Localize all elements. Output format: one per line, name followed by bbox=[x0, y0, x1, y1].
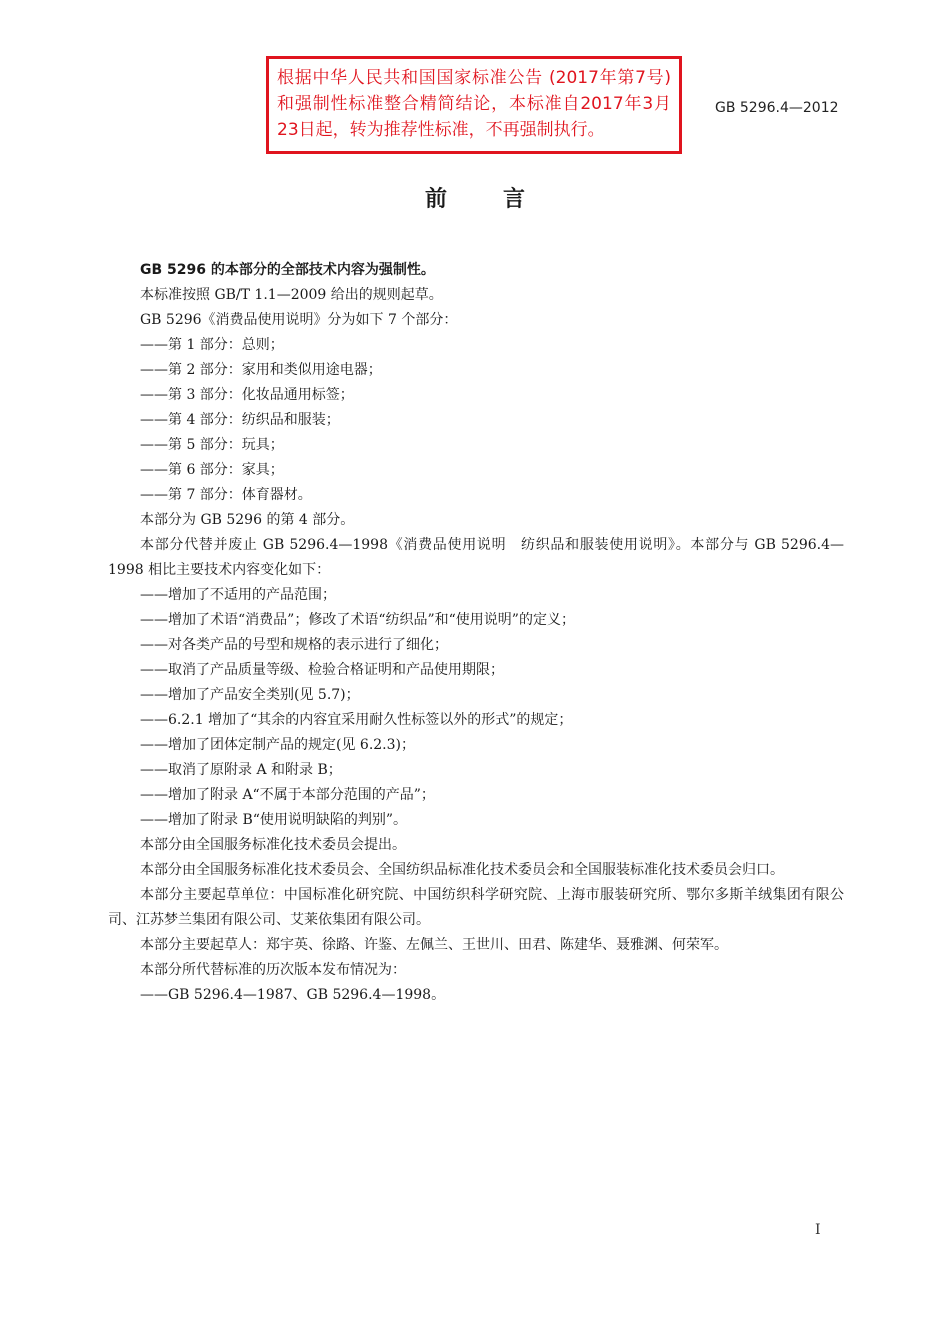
paragraph: 本部分代替并废止 GB 5296.4—1998《消费品使用说明 纺织品和服装使用说明》。本部分与 GB 5296.4—1998 相比主要技术内容变化如下： bbox=[108, 537, 844, 578]
list-item: ——第 2 部分：家用和类似用途电器； bbox=[140, 362, 382, 378]
page-number: I bbox=[815, 1222, 821, 1238]
list-item: ——增加了术语“消费品”；修改了术语“纺织品”和“使用说明”的定义； bbox=[140, 612, 575, 628]
page-title: 前言 bbox=[424, 187, 581, 212]
paragraph: 本部分由全国服务标准化技术委员会提出。 bbox=[140, 837, 406, 853]
paragraph: 本部分为 GB 5296 的第 4 部分。 bbox=[140, 512, 355, 528]
list-item: ——对各类产品的号型和规格的表示进行了细化； bbox=[140, 637, 448, 653]
list-item: ——第 7 部分：体育器材。 bbox=[140, 487, 312, 503]
list-item: ——取消了原附录 A 和附录 B； bbox=[140, 762, 342, 778]
list-item: ——第 1 部分：总则； bbox=[140, 337, 284, 353]
list-item: ——增加了不适用的产品范围； bbox=[140, 587, 336, 603]
list-item: ——6.2.1 增加了“其余的内容宜采用耐久性标签以外的形式”的规定； bbox=[140, 712, 573, 728]
foreword-body bbox=[108, 258, 844, 1008]
paragraph: 本标准按照 GB/T 1.1—2009 给出的规则起草。 bbox=[140, 287, 443, 303]
paragraph: GB 5296 的本部分的全部技术内容为强制性。 bbox=[140, 262, 435, 278]
list-item: ——增加了附录 A“不属于本部分范围的产品”； bbox=[140, 787, 435, 803]
list-item: ——增加了附录 B“使用说明缺陷的判别”。 bbox=[140, 812, 408, 828]
list-item: ——第 4 部分：纺织品和服装； bbox=[140, 412, 340, 428]
list-item: ——增加了团体定制产品的规定(见 6.2.3)； bbox=[140, 737, 415, 753]
list-item: ——GB 5296.4—1987、GB 5296.4—1998。 bbox=[140, 987, 446, 1003]
list-item: ——增加了产品安全类别(见 5.7)； bbox=[140, 687, 360, 703]
list-item: ——第 6 部分：家具； bbox=[140, 462, 284, 478]
list-item: ——取消了产品质量等级、检验合格证明和产品使用期限； bbox=[140, 662, 504, 678]
list-item: ——第 5 部分：玩具； bbox=[140, 437, 284, 453]
paragraph: 本部分主要起草人：郑宇英、徐路、许鉴、左佩兰、王世川、田君、陈建华、聂雅渊、何荣军。 bbox=[140, 937, 728, 953]
paragraph: 本部分所代替标准的历次版本发布情况为： bbox=[140, 962, 406, 978]
obsolescence-notice: 根据中华人民共和国国家标准公告 (2017年第7号) 和强制性标准整合精简结论，本标准自2017年3月23日起，转为推荐性标准，不再强制执行。 bbox=[266, 56, 682, 154]
standard-code: GB 5296.4—2012 bbox=[715, 100, 839, 116]
paragraph: 本部分主要起草单位：中国标准化研究院、中国纺织科学研究院、上海市服装研究所、鄂尔多斯羊绒集团有限公司、江苏梦兰集团有限公司、艾莱依集团有限公司。 bbox=[108, 887, 844, 928]
list-item: ——第 3 部分：化妆品通用标签； bbox=[140, 387, 354, 403]
paragraph: 本部分由全国服务标准化技术委员会、全国纺织品标准化技术委员会和全国服装标准化技术委员会归口。 bbox=[140, 862, 784, 878]
paragraph: GB 5296《消费品使用说明》分为如下 7 个部分： bbox=[140, 312, 458, 328]
